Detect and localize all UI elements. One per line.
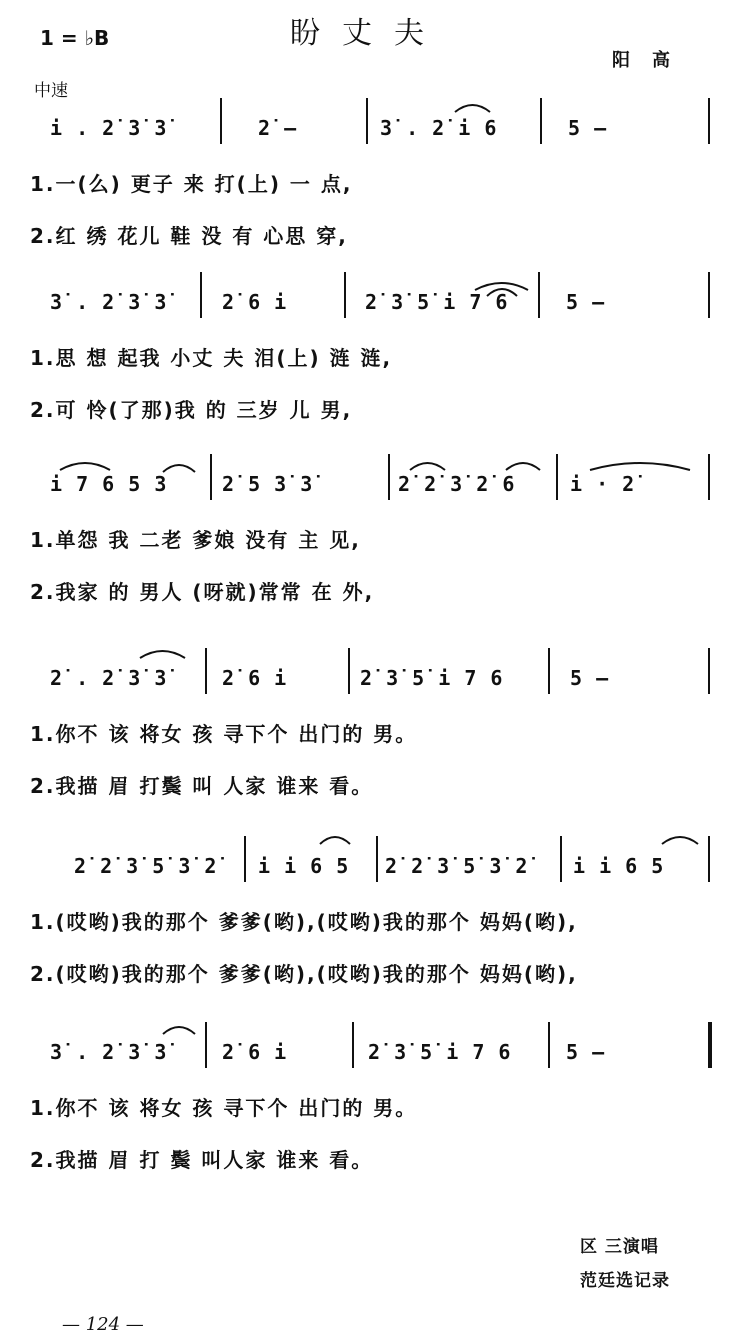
slur-arc xyxy=(487,289,517,296)
measure-notes: 3̇ . 2̇ 3̇ 3̇ xyxy=(50,290,168,314)
slur-arc xyxy=(163,465,195,472)
slur-arc xyxy=(590,463,690,470)
lyric-verse-1: 1.你不 该 将女 孩 寻下个 出门的 男。 xyxy=(30,1096,418,1120)
lyric-verse-1: 1.你不 该 将女 孩 寻下个 出门的 男。 xyxy=(30,722,418,746)
measure-notes: 2̇ 2̇ 3̇ 2̇ 6 xyxy=(398,472,516,496)
slur-arc xyxy=(410,463,445,470)
measure-notes: 2̇ . 2̇ 3̇ 3̇ xyxy=(50,666,168,690)
lyric-verse-2: 2.(哎哟)我的那个 爹爹(哟),(哎哟)我的那个 妈妈(哟), xyxy=(30,962,578,986)
tempo-marking: 中速 xyxy=(34,81,68,101)
measure-notes: 5 — xyxy=(566,290,606,314)
lyric-verse-1: 1.单怨 我 二老 爹娘 没有 主 见, xyxy=(30,528,361,552)
region-label: 阳高 xyxy=(612,50,692,71)
measure-notes: 2̇ 3̇ 5̇ i 7 6 xyxy=(365,290,509,314)
measure-notes: 2̇ 3̇ 5̇ i 7 6 xyxy=(368,1040,512,1064)
lyric-verse-2: 2.我家 的 男人 (呀就)常常 在 外, xyxy=(30,580,375,604)
slur-arc xyxy=(662,837,698,844)
recorder-credit: 范廷选记录 xyxy=(580,1271,670,1291)
slur-arc xyxy=(506,463,540,470)
measure-notes: 2̇ 2̇ 3̇ 5̇ 3̇ 2̇ xyxy=(385,854,529,878)
measure-notes: 2̇ 6 i xyxy=(222,666,288,690)
measure-notes: 2̇ 6 i xyxy=(222,1040,288,1064)
measure-notes: 5 — xyxy=(570,666,610,690)
measure-notes: i i 6 5 xyxy=(258,854,350,878)
lyric-verse-1: 1.一(么) 更子 来 打(上) 一 点, xyxy=(30,172,353,196)
slur-arc xyxy=(320,837,350,844)
lyric-verse-2: 2.我描 眉 打鬓 叫 人家 谁来 看。 xyxy=(30,774,374,798)
measure-notes: 5 — xyxy=(568,116,608,140)
slur-arc xyxy=(455,105,490,112)
measure-notes: 2̇ 6 i xyxy=(222,290,288,314)
slur-arc xyxy=(163,1027,195,1034)
lyric-verse-2: 2.红 绣 花儿 鞋 没 有 心思 穿, xyxy=(30,224,348,248)
measure-notes: i 7 6 5 3 xyxy=(50,472,168,496)
measure-notes: 2̇ 2̇ 3̇ 5̇ 3̇ 2̇ xyxy=(74,854,218,878)
key-signature: 1 = ♭B xyxy=(40,26,110,50)
measure-notes: 2̇ 5 3̇ 3̇ xyxy=(222,472,314,496)
singer-credit: 区 三演唱 xyxy=(580,1237,659,1257)
measure-notes: 3̇ . 2̇ 3̇ 3̇ xyxy=(50,1040,168,1064)
measure-notes: 3̇ . 2̇ i 6 xyxy=(380,116,498,140)
measure-notes: i i 6 5 xyxy=(573,854,665,878)
slur-arc xyxy=(140,651,185,658)
song-title: 盼丈夫 xyxy=(290,16,446,51)
measure-notes: 2̇ 3̇ 5̇ i 7 6 xyxy=(360,666,504,690)
measure-notes: i · 2̇ xyxy=(570,472,636,496)
measure-notes: 2̇ — xyxy=(258,116,298,140)
lyric-verse-2: 2.我描 眉 打 鬓 叫人家 谁来 看。 xyxy=(30,1148,374,1172)
lyric-verse-2: 2.可 怜(了那)我 的 三岁 儿 男, xyxy=(30,398,353,422)
slur-arc xyxy=(60,463,110,470)
lyric-verse-1: 1.思 想 起我 小丈 夫 泪(上) 涟 涟, xyxy=(30,346,393,370)
page-number: — 124 — xyxy=(62,1314,144,1335)
measure-notes: i . 2̇ 3̇ 3̇ xyxy=(50,116,168,140)
lyric-verse-1: 1.(哎哟)我的那个 爹爹(哟),(哎哟)我的那个 妈妈(哟), xyxy=(30,910,578,934)
measure-notes: 5 — xyxy=(566,1040,606,1064)
